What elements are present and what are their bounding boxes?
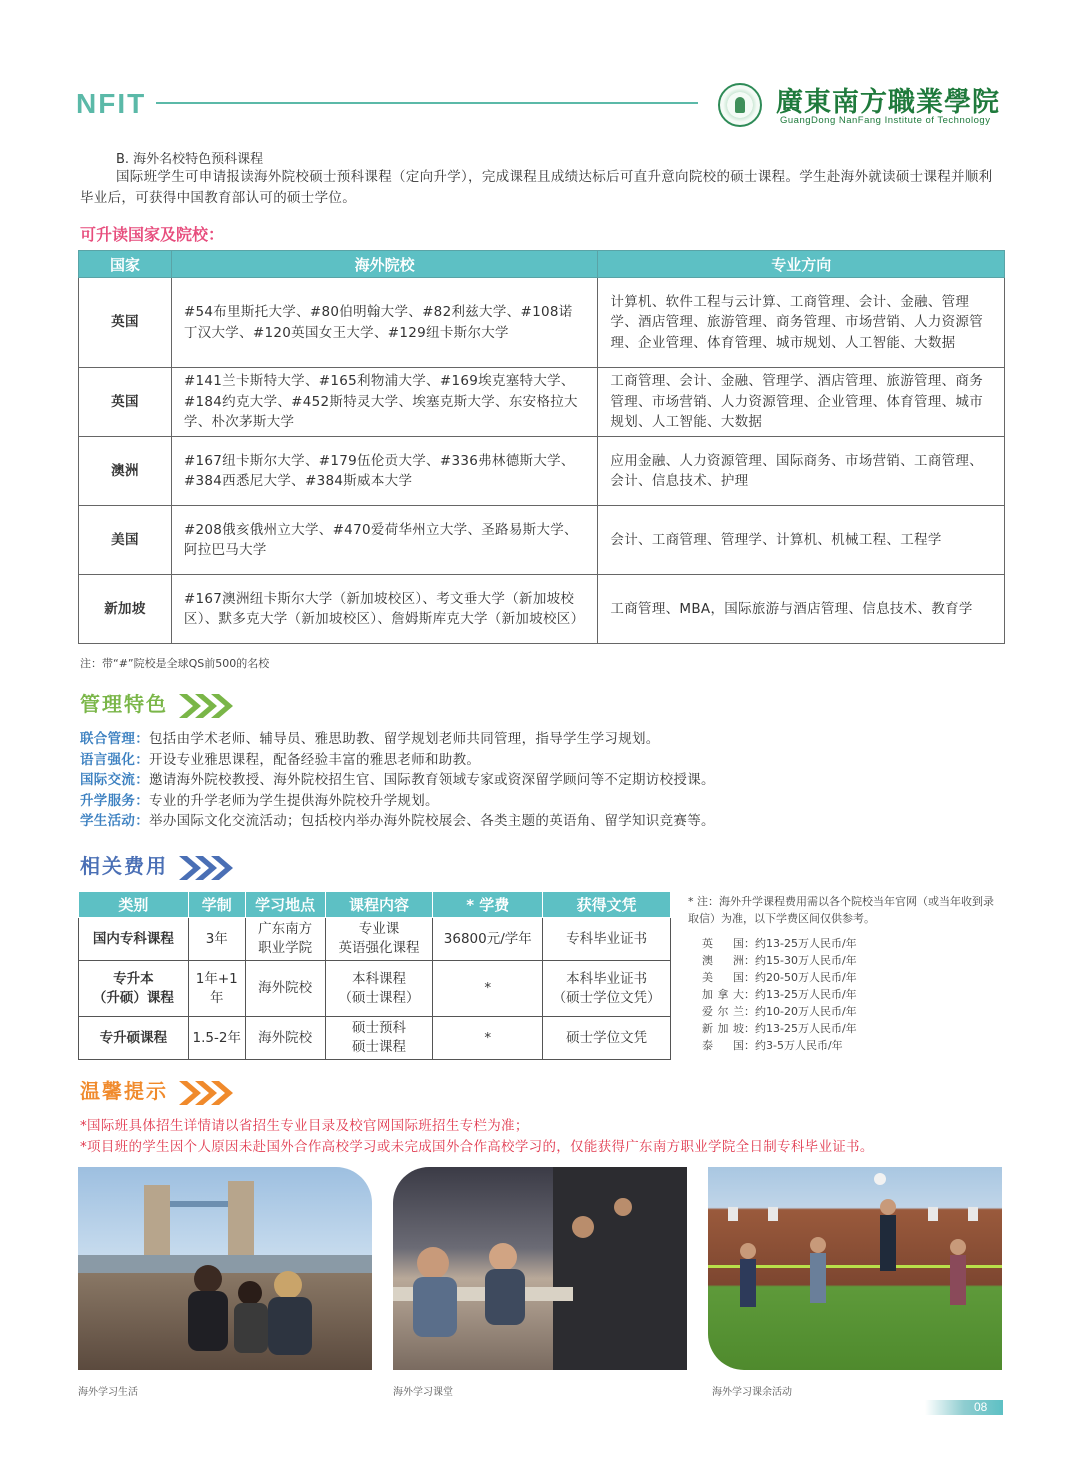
diploma-cell: 硕士学位文凭 — [543, 1017, 671, 1060]
item-label: 语言强化： — [80, 751, 149, 768]
list-item — [80, 750, 715, 771]
item-label: 国际交流： — [80, 772, 149, 788]
fee-range-item: 泰国：约3-5万人民币/年 — [702, 1039, 843, 1052]
table-row — [79, 961, 671, 1017]
item-text: 开设专业雅思课程，配备经验丰富的雅思老师和助教。 — [149, 751, 481, 768]
school-seal-icon — [718, 83, 762, 127]
majors-cell: 工商管理、会计、金融、管理学、酒店管理、旅游管理、商务管理、市场营销、人力资源管理、企业管理、体育管理、城市规划、人工智能、大数据 — [598, 368, 1005, 437]
item-label: 升学服务： — [80, 792, 149, 809]
page-number: 08 — [974, 1400, 988, 1414]
column-header: 学习地点 — [245, 892, 325, 918]
intro-heading: B. 海外名校特色预科课程 — [116, 152, 264, 167]
location-cell: 海外院校 — [245, 961, 325, 1017]
fee-cell: 36800元/学年 — [433, 918, 543, 961]
fee-country: 美国 — [702, 971, 744, 984]
schools-cell: #208俄亥俄州立大学、#470爱荷华州立大学、圣路易斯大学、阿拉巴马大学 — [171, 506, 598, 575]
column-header: 专业方向 — [598, 251, 1005, 278]
fee-note: * 注：海外升学课程费用需以各个院校当年官网（或当年收到录取信）为准，以下学费区间仅供参考。 — [688, 895, 994, 925]
majors-cell: 计算机、软件工程与云计算、工商管理、会计、金融、管理学、酒店管理、旅游管理、商务管理、市场营销、人力资源管理、企业管理、体育管理、城市规划、人工智能、大数据 — [598, 278, 1005, 368]
fee-range-item: 新加坡：约13-25万人民币/年 — [702, 1022, 857, 1035]
schools-cell: #167纽卡斯尔大学、#179伍伦贡大学、#336弗林德斯大学、#384西悉尼大学、#384斯威本大学 — [171, 437, 598, 506]
list-item — [80, 770, 715, 791]
table-row — [79, 506, 1005, 575]
duration-cell: 3年 — [188, 918, 245, 961]
photo-classroom — [393, 1167, 687, 1370]
list-item — [80, 729, 715, 750]
photo-caption: 海外学习课余活动 — [712, 1387, 792, 1398]
table-row — [79, 918, 671, 961]
fee-range-item: 澳洲：约15-30万人民币/年 — [702, 954, 857, 967]
fee-range: 约3-5万人民币/年 — [755, 1039, 843, 1052]
brand-logo-text: NFIT — [76, 88, 147, 119]
country-cell: 英国 — [79, 368, 172, 437]
schools-cell: #54布里斯托大学、#80伯明翰大学、#82利兹大学、#108诺丁汉大学、#120英国女王大学、#129纽卡斯尔大学 — [171, 278, 598, 368]
page-number-bar — [925, 1400, 1003, 1415]
majors-cell: 应用金融、人力资源管理、国际商务、市场营销、工商管理、会计、信息技术、护理 — [598, 437, 1005, 506]
table-row — [79, 437, 1005, 506]
fee-country: 泰国 — [702, 1039, 744, 1052]
fees-title-text: 相关费用 — [80, 854, 168, 878]
management-title-text: 管理特色 — [80, 692, 168, 716]
fee-cell: * — [433, 1017, 543, 1060]
schools-cell: #141兰卡斯特大学、#165利物浦大学、#169埃克塞特大学、#184约克大学、#452斯特灵大学、埃塞克斯大学、东安格拉大学、朴次茅斯大学 — [171, 368, 598, 437]
fee-country: 澳洲 — [702, 954, 744, 967]
table-header-row — [79, 892, 671, 918]
tip-item: *国际班具体招生详情请以省招生专业目录及校官网国际班招生专栏为准； — [80, 1118, 529, 1134]
item-text: 邀请海外院校教授、海外院校招生官、国际教育领域专家或资深留学顾问等不定期访校授课。 — [149, 772, 715, 788]
column-header: 国家 — [79, 251, 172, 278]
table-row — [79, 575, 1005, 644]
fee-range: 约15-30万人民币/年 — [755, 954, 857, 967]
duration-cell: 1年+1年 — [188, 961, 245, 1017]
schools-table — [78, 250, 1005, 644]
chevrons-icon — [177, 1079, 235, 1107]
table-row — [79, 278, 1005, 368]
column-header: 获得文凭 — [543, 892, 671, 918]
school-name-cn: 廣東南方職業學院 — [776, 87, 1000, 118]
tip-item: *项目班的学生因个人原因未赴国外合作高校学习或未完成国外合作高校学习的，仅能获得广东南方职业学院全日制专科毕业证书。 — [80, 1138, 874, 1155]
category-cell: 专升本 （升硕）课程 — [79, 961, 189, 1017]
table-row — [79, 368, 1005, 437]
content-cell: 专业课 英语强化课程 — [325, 918, 433, 961]
fee-range-item: 英国：约13-25万人民币/年 — [702, 937, 857, 950]
item-label: 联合管理： — [80, 731, 149, 747]
chevrons-icon — [177, 854, 235, 882]
item-text: 专业的升学老师为学生提供海外院校升学规划。 — [149, 792, 439, 809]
countries-section-title: 可升读国家及院校： — [80, 225, 225, 244]
content-cell: 本科课程 （硕士课程） — [325, 961, 433, 1017]
photo-illustration — [393, 1167, 687, 1370]
majors-cell: 会计、工商管理、管理学、计算机、机械工程、工程学 — [598, 506, 1005, 575]
category-cell: 国内专科课程 — [79, 918, 189, 961]
fee-range-list — [702, 935, 857, 1054]
photo-activities — [708, 1167, 1002, 1370]
location-cell: 海外院校 — [245, 1017, 325, 1060]
diploma-cell: 本科毕业证书 （硕士学位文凭） — [543, 961, 671, 1017]
column-header: 海外院校 — [171, 251, 598, 278]
fee-range: 约13-25万人民币/年 — [755, 988, 857, 1001]
tips-section-title — [80, 1075, 235, 1107]
tips-list — [80, 1116, 874, 1157]
fee-country: 新加坡 — [702, 1022, 744, 1035]
table-row — [79, 1017, 671, 1060]
column-header: 课程内容 — [325, 892, 433, 918]
fee-country: 爱尔兰 — [702, 1005, 744, 1018]
table-header-row — [79, 251, 1005, 278]
column-header: * 学费 — [433, 892, 543, 918]
category-cell: 专升硕课程 — [79, 1017, 189, 1060]
qs-note: 注：带“#”院校是全球QS前500的名校 — [80, 657, 270, 670]
fees-section-title — [80, 850, 235, 882]
column-header: 类别 — [79, 892, 189, 918]
fee-country: 加拿大 — [702, 988, 744, 1001]
country-cell: 英国 — [79, 278, 172, 368]
photo-caption: 海外学习生活 — [78, 1387, 138, 1398]
list-item — [80, 791, 715, 812]
fee-cell: * — [433, 961, 543, 1017]
country-cell: 澳洲 — [79, 437, 172, 506]
majors-cell: 工商管理、MBA，国际旅游与酒店管理、信息技术、教育学 — [598, 575, 1005, 644]
fee-range-item: 美国：约20-50万人民币/年 — [702, 971, 857, 984]
tips-title-text: 温馨提示 — [80, 1079, 168, 1103]
header-divider — [156, 102, 698, 104]
photo-illustration — [708, 1167, 1002, 1370]
fee-range-item: 爱尔兰：约10-20万人民币/年 — [702, 1005, 857, 1018]
content-cell: 硕士预科 硕士课程 — [325, 1017, 433, 1060]
fee-range: 约20-50万人民币/年 — [755, 971, 857, 984]
fees-table — [78, 891, 671, 1060]
fee-country: 英国 — [702, 937, 744, 950]
photo-study-life — [78, 1167, 372, 1370]
fee-range: 约13-25万人民币/年 — [755, 937, 857, 950]
fee-range-item: 加拿大：约13-25万人民币/年 — [702, 988, 857, 1001]
list-item — [80, 811, 715, 832]
item-label: 学生活动： — [80, 813, 149, 829]
fee-range: 约13-25万人民币/年 — [755, 1022, 857, 1035]
photo-caption: 海外学习课堂 — [393, 1387, 453, 1398]
country-cell: 美国 — [79, 506, 172, 575]
country-cell: 新加坡 — [79, 575, 172, 644]
duration-cell: 1.5-2年 — [188, 1017, 245, 1060]
intro-paragraph: 国际班学生可申请报读海外院校硕士预科课程（定向升学），完成课程且成绩达标后可直升意向院校的硕士课程。学生赴海外就读硕士课程并顺利毕业后，可获得中国教育部认可的硕士学位。 — [80, 169, 993, 206]
management-list — [80, 729, 715, 832]
diploma-cell: 专科毕业证书 — [543, 918, 671, 961]
school-name-en: GuangDong NanFang Institute of Technology — [780, 115, 991, 126]
chevrons-icon — [177, 692, 235, 720]
column-header: 学制 — [188, 892, 245, 918]
photo-illustration — [78, 1167, 372, 1370]
location-cell: 广东南方 职业学院 — [245, 918, 325, 961]
item-text: 包括由学术老师、辅导员、雅思助教、留学规划老师共同管理，指导学生学习规划。 — [149, 731, 660, 747]
schools-cell: #167澳洲纽卡斯尔大学（新加坡校区）、考文垂大学（新加坡校区）、默多克大学（新加坡校区）、詹姆斯库克大学（新加坡校区） — [171, 575, 598, 644]
item-text: 举办国际文化交流活动；包括校内举办海外院校展会、各类主题的英语角、留学知识竞赛等。 — [149, 813, 715, 829]
fee-range: 约10-20万人民币/年 — [755, 1005, 857, 1018]
management-section-title — [80, 688, 235, 720]
